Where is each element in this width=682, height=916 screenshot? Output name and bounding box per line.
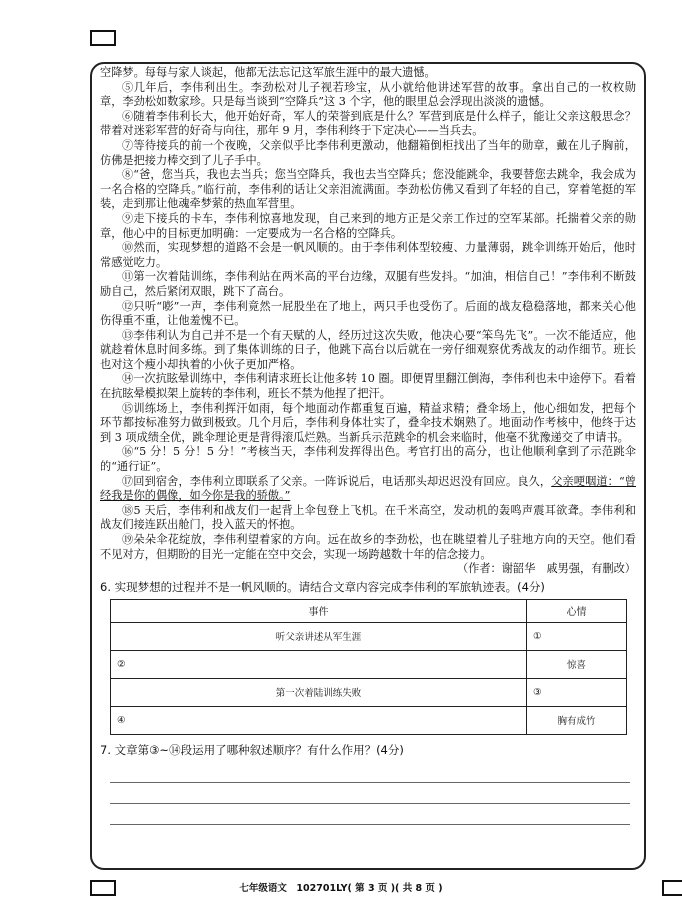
table-header-row — [111, 599, 627, 622]
passage — [100, 66, 636, 562]
paragraph-text: ⑩然而，实现梦想的道路不会是一帆风顺的。由于李伟利体型较瘦、力量薄弱，跳伞训练开始后，他时常感觉吃力。 — [100, 241, 636, 269]
paragraph — [100, 241, 636, 270]
paragraph — [100, 300, 636, 329]
answer-line[interactable] — [110, 783, 630, 804]
answer-line[interactable] — [110, 804, 630, 825]
paragraph — [100, 475, 636, 504]
paragraph-text: ⑫只听“嘭”一声，李伟利竟然一屁股坐在了地上，两只手也受伤了。后面的战友稳稳落地，都来关心他伤得重不重，让他羞愧不已。 — [100, 299, 636, 328]
event-blank[interactable]: ④ — [111, 706, 527, 734]
event-cell: 听父亲讲述从军生涯 — [111, 622, 527, 650]
table-row — [111, 678, 627, 706]
corner-mark-top-left — [90, 30, 116, 46]
question-7: 7. 文章第③~⑭段运用了哪种叙述顺序？有什么作用？(4分) — [100, 742, 404, 757]
paragraph-text: ⑪第一次着陆训练，李伟利站在两米高的平台边缘，双腿有些发抖。“加油，相信自己！”李伟利不断鼓励自己，然后紧闭双眼，跳下了高台。 — [100, 270, 636, 298]
header-mood: 心情 — [527, 599, 627, 622]
paragraph — [100, 110, 636, 139]
mood-blank[interactable]: ① — [527, 622, 627, 650]
paragraph-text: ⑦等待接兵的前一个夜晚，父亲似乎比李伟利更激动，他翻箱倒柜找出了当年的勋章，戴在儿子胸前，仿佛是把接力棒交到了儿子手中。 — [100, 138, 636, 167]
content-area — [100, 66, 636, 825]
paragraph — [100, 81, 636, 110]
question-6: 6. 实现梦想的过程并不是一帆风顺的。请结合文章内容完成李伟利的军旅轨迹表。(4分) — [100, 579, 545, 594]
paragraph-text: ⑰回到宿舍，李伟利立即联系了父亲。一阵诉说后，电话那头却迟迟没有回应。良久， — [122, 474, 552, 488]
paragraph-text: ⑯“5 分！5 分！5 分！”考核当天，李伟利发挥得出色。考官打出的高分，也让他顺利拿到了示范跳伞的“通行证”。 — [100, 445, 636, 474]
answer-line[interactable] — [110, 762, 630, 783]
paragraph-text: ⑥随着李伟利长大，他开始好奇，军人的荣誉到底是什么？军营到底是什么样子，能让父亲这般思念？带着对迷彩军营的好奇与向往，那年 9 月，李伟利终于下定决心——当兵去。 — [100, 109, 636, 138]
army-track-table — [110, 599, 627, 735]
page-footer: 七年级语文 102701LY( 第 3 页 )( 共 8 页 ) — [239, 883, 443, 894]
paragraph — [100, 445, 636, 474]
header-event: 事件 — [111, 599, 527, 622]
paragraph — [100, 402, 636, 446]
paragraph-text: ⑱5 天后，李伟利和战友们一起背上伞包登上飞机。在千米高空，发动机的轰鸣声震耳欲聋。李伟利和战友们接连跃出舱门，投入蓝天的怀抱。 — [100, 503, 636, 532]
mood-blank[interactable]: ③ — [527, 678, 627, 706]
table-row — [111, 650, 627, 678]
paragraph-text: ⑨走下接兵的卡车，李伟利惊喜地发现，自己来到的地方正是父亲工作过的空军某部。托揣着父亲的勋章，他心中的目标更加明确：一定要成为一名合格的空降兵。 — [100, 211, 636, 240]
paragraph — [100, 139, 636, 168]
paragraph — [100, 212, 636, 241]
table-row — [111, 706, 627, 734]
paragraph-text: ⑧“爸，您当兵，我也去当兵；您当空降兵，我也去当空降兵；您没能跳伞，我要替您去跳伞，我会成为一名合格的空降兵。”临行前，李伟利的话让父亲泪流满面。李劲松仿佛又看到了年轻的自己，穿着笔挺的军装，走到那让他魂牵梦萦的热血军营里。 — [100, 168, 636, 211]
underlined-sentence: 父亲哽咽道：“曾经我是你的偶像，如今你是我的骄傲。” — [100, 474, 636, 503]
paragraph-text: ⑭一次抗眩晕训练中，李伟利请求班长让他多转 10 圈。即便胃里翻江倒海，李伟利也未中途停下。看着在抗眩晕模拟架上旋转的李伟利，班长不禁为他捏了把汗。 — [100, 372, 636, 401]
paragraph — [100, 533, 636, 562]
paragraph-text: ⑲朵朵伞花绽放，李伟利望着家的方向。远在故乡的李劲松，也在眺望着儿子驻地方向的天空。他们看不见对方，但期盼的目光一定能在空中交会，实现一场跨越数十年的信念接力。 — [100, 533, 636, 561]
author-line: （作者：谢韶华 戚男强，有删改） — [456, 562, 636, 576]
mood-cell: 惊喜 — [527, 650, 627, 678]
paragraph — [100, 504, 636, 533]
event-blank[interactable]: ② — [111, 650, 527, 678]
paragraph-text: ⑬李伟利认为自己并不是一个有天赋的人，经历过这次失败，他决心要“笨鸟先飞”。一次不能适应，他就趁着休息时间多练。到了集体训练的日子，他跳下高台以后就在一旁仔细观察优秀战友的动作细节。班长也对这个瘦小却执着的小伙子更加严格。 — [100, 328, 636, 371]
paragraph — [100, 168, 636, 212]
paragraph-text: 空降梦。每每与家人谈起，他都无法忘记这军旅生涯中的最大遗憾。 — [100, 66, 436, 79]
paragraph — [100, 270, 636, 299]
paragraph-text: ⑤几年后，李伟利出生。李劲松对儿子视若珍宝，从小就给他讲述军营的故事。拿出自己的一枚枚勋章，李劲松如数家珍。只是每当谈到“空降兵”这 3 个字，他的眼里总会浮现出淡淡的遗憾。 — [100, 80, 636, 109]
paragraph — [100, 66, 636, 81]
mood-cell: 胸有成竹 — [527, 706, 627, 734]
paragraph — [100, 372, 636, 401]
table-row — [111, 622, 627, 650]
paragraph — [100, 329, 636, 373]
paragraph-text: ⑮训练场上，李伟利挥汗如雨，每个地面动作都重复百遍，精益求精；叠伞场上，他心细如发，把每个环节都按标准努力做到极致。几个月后，李伟利身体壮实了，叠伞技术娴熟了。地面动作考核中，他终于达到 3 项成绩全优，跳伞理论更是背得滚瓜烂熟。当新兵示范跳伞的机会来临时，他毫不犹豫递交了申请书。 — [100, 401, 636, 444]
event-cell: 第一次着陆训练失败 — [111, 678, 527, 706]
